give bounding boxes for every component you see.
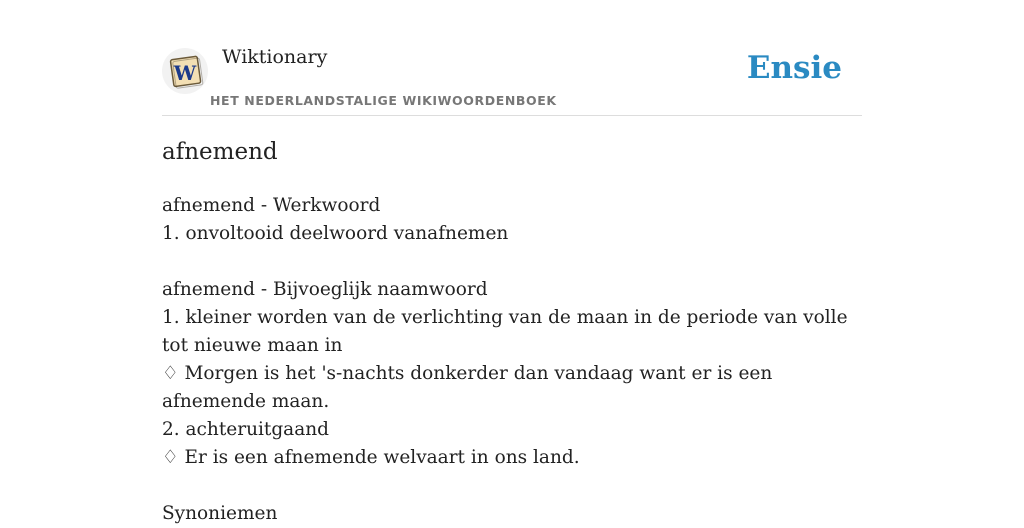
- site-name[interactable]: Wiktionary: [222, 46, 328, 68]
- synonyms-heading: Synoniemen: [162, 503, 278, 524]
- logo-letter: W: [173, 61, 197, 85]
- example-sentence: ♢ Morgen is het 's-nachts donkerder dan vandaag want er is een afnemende maan.: [162, 363, 773, 412]
- site-header: [162, 0, 862, 116]
- definition-content: [162, 192, 852, 528]
- page: [162, 0, 862, 524]
- wiktionary-logo-icon[interactable]: [162, 48, 208, 94]
- definition-item: 1. kleiner worden van de verlichting van de maan in de periode van volle tot nieuwe maan in: [162, 307, 848, 356]
- site-tagline: HET NEDERLANDSTALIGE WIKIWOORDENBOEK: [210, 93, 557, 108]
- definition-item: 1. onvoltooid deelwoord vanafnemen: [162, 223, 509, 244]
- spacer: [162, 472, 852, 500]
- entry-heading-bijvoeglijk-naamwoord: afnemend - Bijvoeglijk naamwoord: [162, 279, 488, 300]
- page-title: afnemend: [162, 139, 278, 165]
- entry-heading-werkwoord: afnemend - Werkwoord: [162, 195, 381, 216]
- example-sentence: ♢ Er is een afnemende welvaart in ons land.: [162, 447, 580, 468]
- wiktionary-logo-svg: [162, 48, 208, 94]
- ensie-brand-logo[interactable]: Ensie: [746, 50, 842, 86]
- spacer: [162, 248, 852, 276]
- definition-item: 2. achteruitgaand: [162, 419, 329, 440]
